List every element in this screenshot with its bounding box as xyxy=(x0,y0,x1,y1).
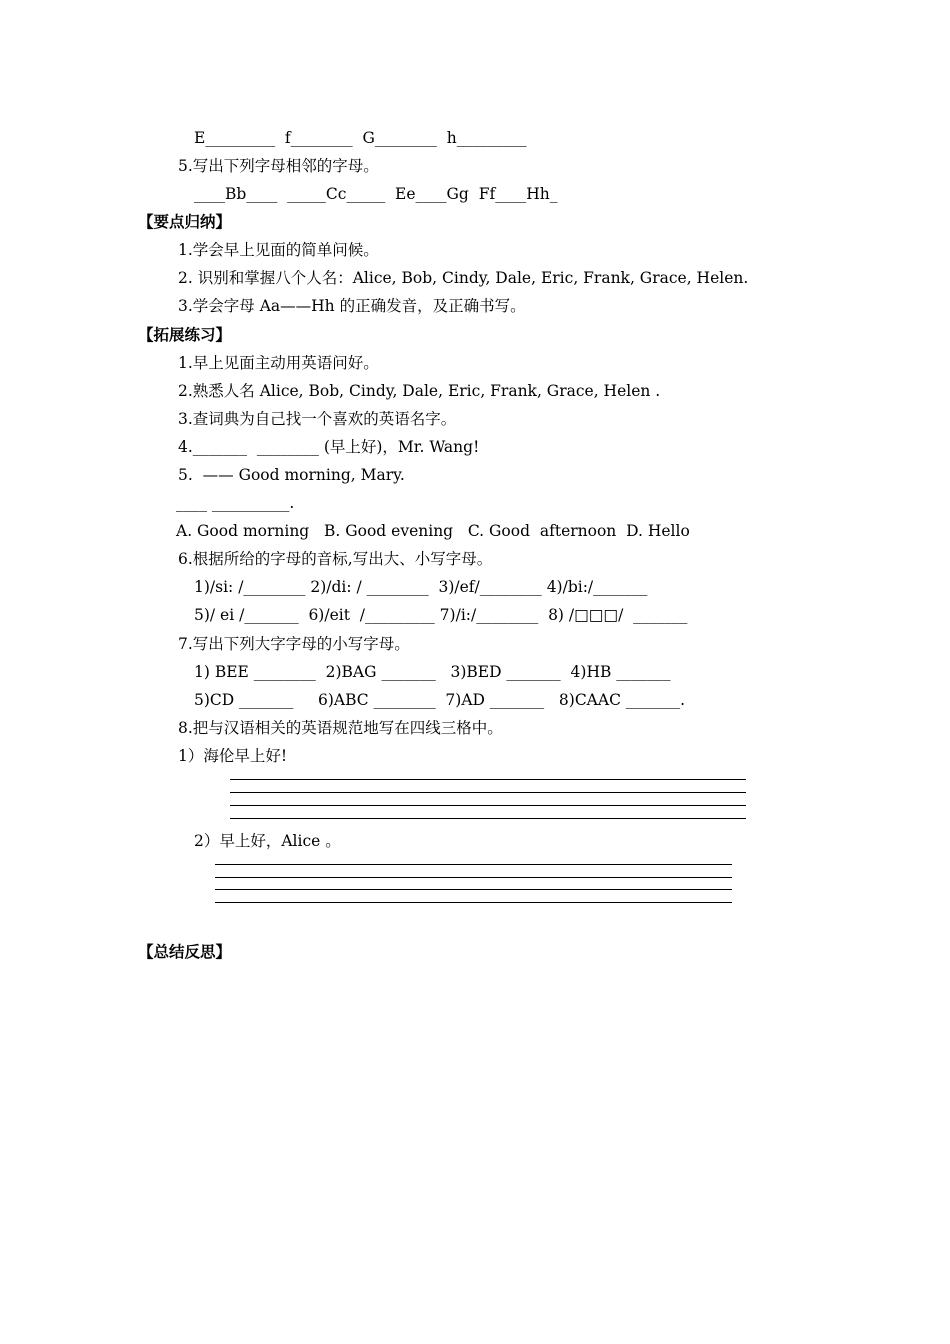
grid-line xyxy=(230,792,746,793)
grid-line xyxy=(230,779,746,780)
extension-item-7-row: 5)CD _______ 6)ABC ________ 7)AD _______ 8)CAAC _______. xyxy=(194,691,686,709)
extension-item-7-row: 1) BEE ________ 2)BAG _______ 3)BED _______ 4)HB _______ xyxy=(194,663,671,681)
extension-item-1: 1.早上见面主动用英语问好。 xyxy=(178,354,379,372)
summary-heading: 【总结反思】 xyxy=(138,943,232,961)
extension-item-6-row: 1)/si: /________ 2)/di: / ________ 3)/ef/________ 4)/bi:/_______ xyxy=(194,578,648,596)
extension-item-8-title: 8.把与汉语相关的英语规范地写在四线三格中。 xyxy=(178,719,503,737)
extension-item-4: 4._______ ________ (早上好)，Mr. Wang! xyxy=(178,438,480,456)
key-point-item: 3.学会字母 Aa——Hh 的正确发音，及正确书写。 xyxy=(178,297,526,315)
question-5-fill-line: ____Bb____ _____Cc_____ Ee____Gg Ff____Hh_ xyxy=(194,185,558,203)
grid-line xyxy=(230,818,746,819)
extension-item-5: 5. —— Good morning, Mary. xyxy=(178,466,405,484)
grid-line xyxy=(215,864,732,865)
grid-line xyxy=(215,877,732,878)
extension-item-6-row: 5)/ ei /_______ 6)/eit /_________ 7)/i:/________ 8) /□□□/ _______ xyxy=(194,606,688,624)
extension-item-8-sub-1: 1）海伦早上好! xyxy=(178,747,288,765)
extension-item-5-answer: ____ __________. xyxy=(176,494,295,512)
extension-item-3: 3.查词典为自己找一个喜欢的英语名字。 xyxy=(178,410,457,428)
grid-line xyxy=(215,902,732,903)
extension-item-8-sub-2: 2）早上好，Alice 。 xyxy=(194,832,341,850)
extension-heading: 【拓展练习】 xyxy=(138,326,232,344)
grid-line xyxy=(230,805,746,806)
extension-item-5-options: A. Good morning B. Good evening C. Good afternoon D. Hello xyxy=(176,522,690,540)
extension-item-2: 2.熟悉人名 Alice, Bob, Cindy, Dale, Eric, Frank, Grace, Helen . xyxy=(178,382,661,400)
grid-line xyxy=(215,889,732,890)
extension-item-7-title: 7.写出下列大字字母的小写字母。 xyxy=(178,635,410,653)
extension-item-6-title: 6.根据所给的字母的音标,写出大、小写字母。 xyxy=(178,550,493,568)
letters-fill-line: E_________ f________ G________ h_________ xyxy=(194,129,527,147)
key-points-heading: 【要点归纳】 xyxy=(138,213,232,231)
key-point-item: 1.学会早上见面的简单问候。 xyxy=(178,241,379,259)
key-point-item: 2. 识别和掌握八个人名：Alice, Bob, Cindy, Dale, Eric, Frank, Grace, Helen. xyxy=(178,269,749,287)
question-5-title: 5.写出下列字母相邻的字母。 xyxy=(178,157,379,175)
